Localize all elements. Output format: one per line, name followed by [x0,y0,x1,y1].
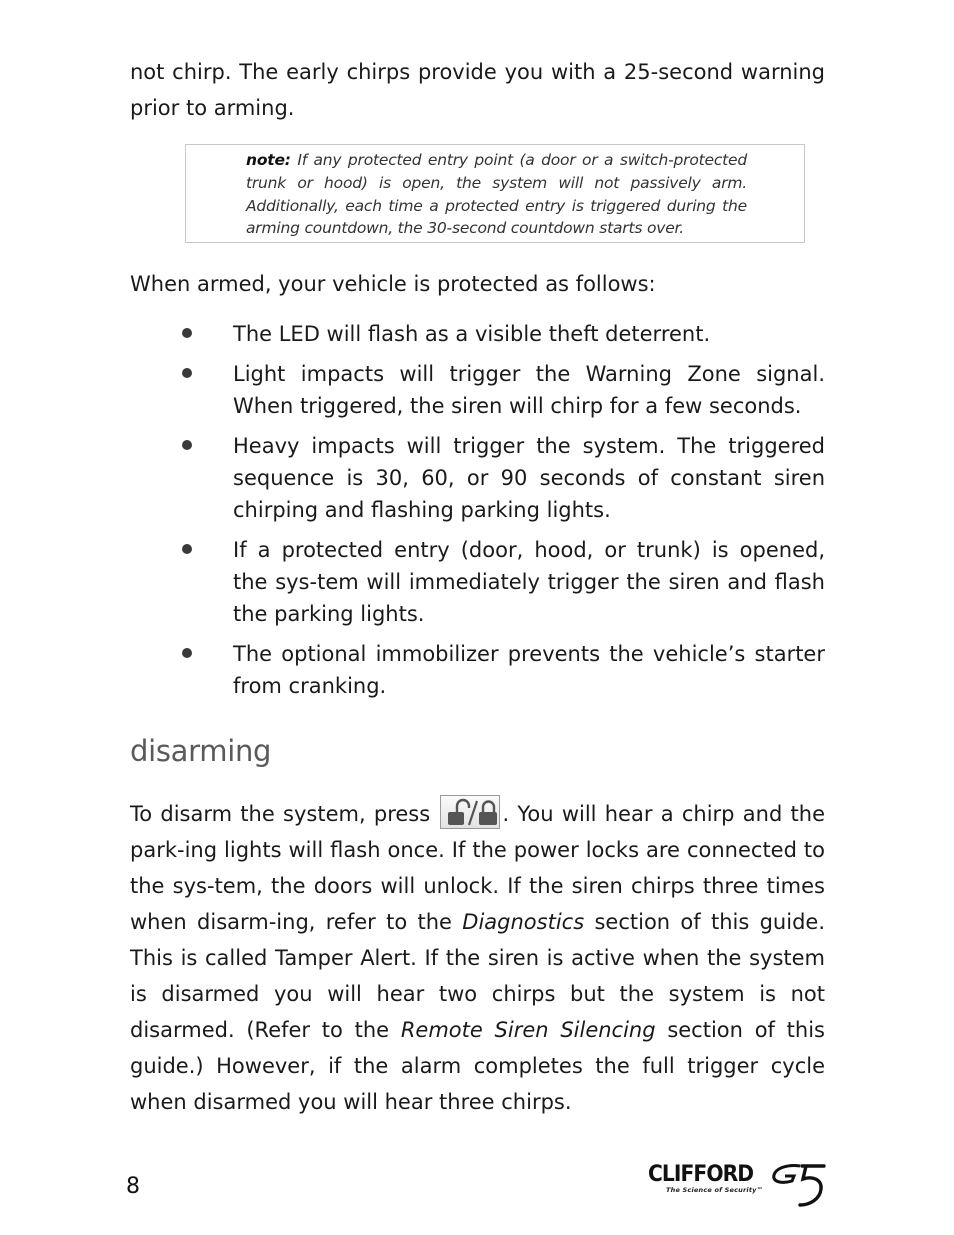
armed-intro-paragraph: When armed, your vehicle is protected as follows: [130,272,656,296]
page-number: 8 [126,1174,140,1199]
section-heading-disarming: disarming [130,734,272,768]
bullet-icon [182,440,192,450]
bullet-icon [182,368,192,378]
list-item: Heavy impacts will trigger the system. The triggered sequence is 30, 60, or 90 seconds of constant siren chirping and flashing parking lights. [130,430,825,526]
note-body: If any protected entry point (a door or a switch-protected trunk or hood) is open, the system will not passively arm. Additionally, each time a protected entry is triggered during the arming countdown, the 30-second countdown starts over. [246,151,747,238]
logo-wordmark: CLIFFORD [648,1162,754,1187]
g5-logo-icon [770,1162,828,1208]
bullet-icon [182,328,192,338]
note-label: note: [246,151,291,169]
note-text [246,149,747,240]
list-item: Light impacts will trigger the Warning Zone signal. When triggered, the siren will chirp for a few seconds. [130,358,825,422]
list-item: The optional immobilizer prevents the vehicle’s starter from cranking. [130,638,825,702]
bullet-icon [182,544,192,554]
note-box [185,144,805,243]
lock-unlock-button-icon [440,795,500,829]
bullet-icon [182,648,192,658]
list-item: If a protected entry (door, hood, or trunk) is opened, the sys-tem will immediately trigger the siren and flash the parking lights. [130,534,825,630]
clifford-logo [648,1162,828,1210]
intro-paragraph: not chirp. The early chirps provide you with a 25-second warning prior to arming. [130,60,825,120]
protection-list [130,318,825,710]
list-item: The LED will flash as a visible theft deterrent. [130,318,825,350]
disarming-paragraph: To disarm the system, press . You will hear a chirp and the park-ing lights will flash once. If the power locks are connected to the sys-tem, the doors will unlock. If the siren chirps three times when disarm-ing, refer to the Diagnostics section of this guide. This is called Tamper Alert. If the siren is active when the system is disarmed you will hear two chirps but the system is not disarmed. (Refer to the Remote Siren Silencing section of this guide.) However, if the alarm completes the full trigger cycle when disarmed you will hear three chirps. [130,796,825,1120]
logo-tagline: The Science of Security™ [666,1186,764,1194]
